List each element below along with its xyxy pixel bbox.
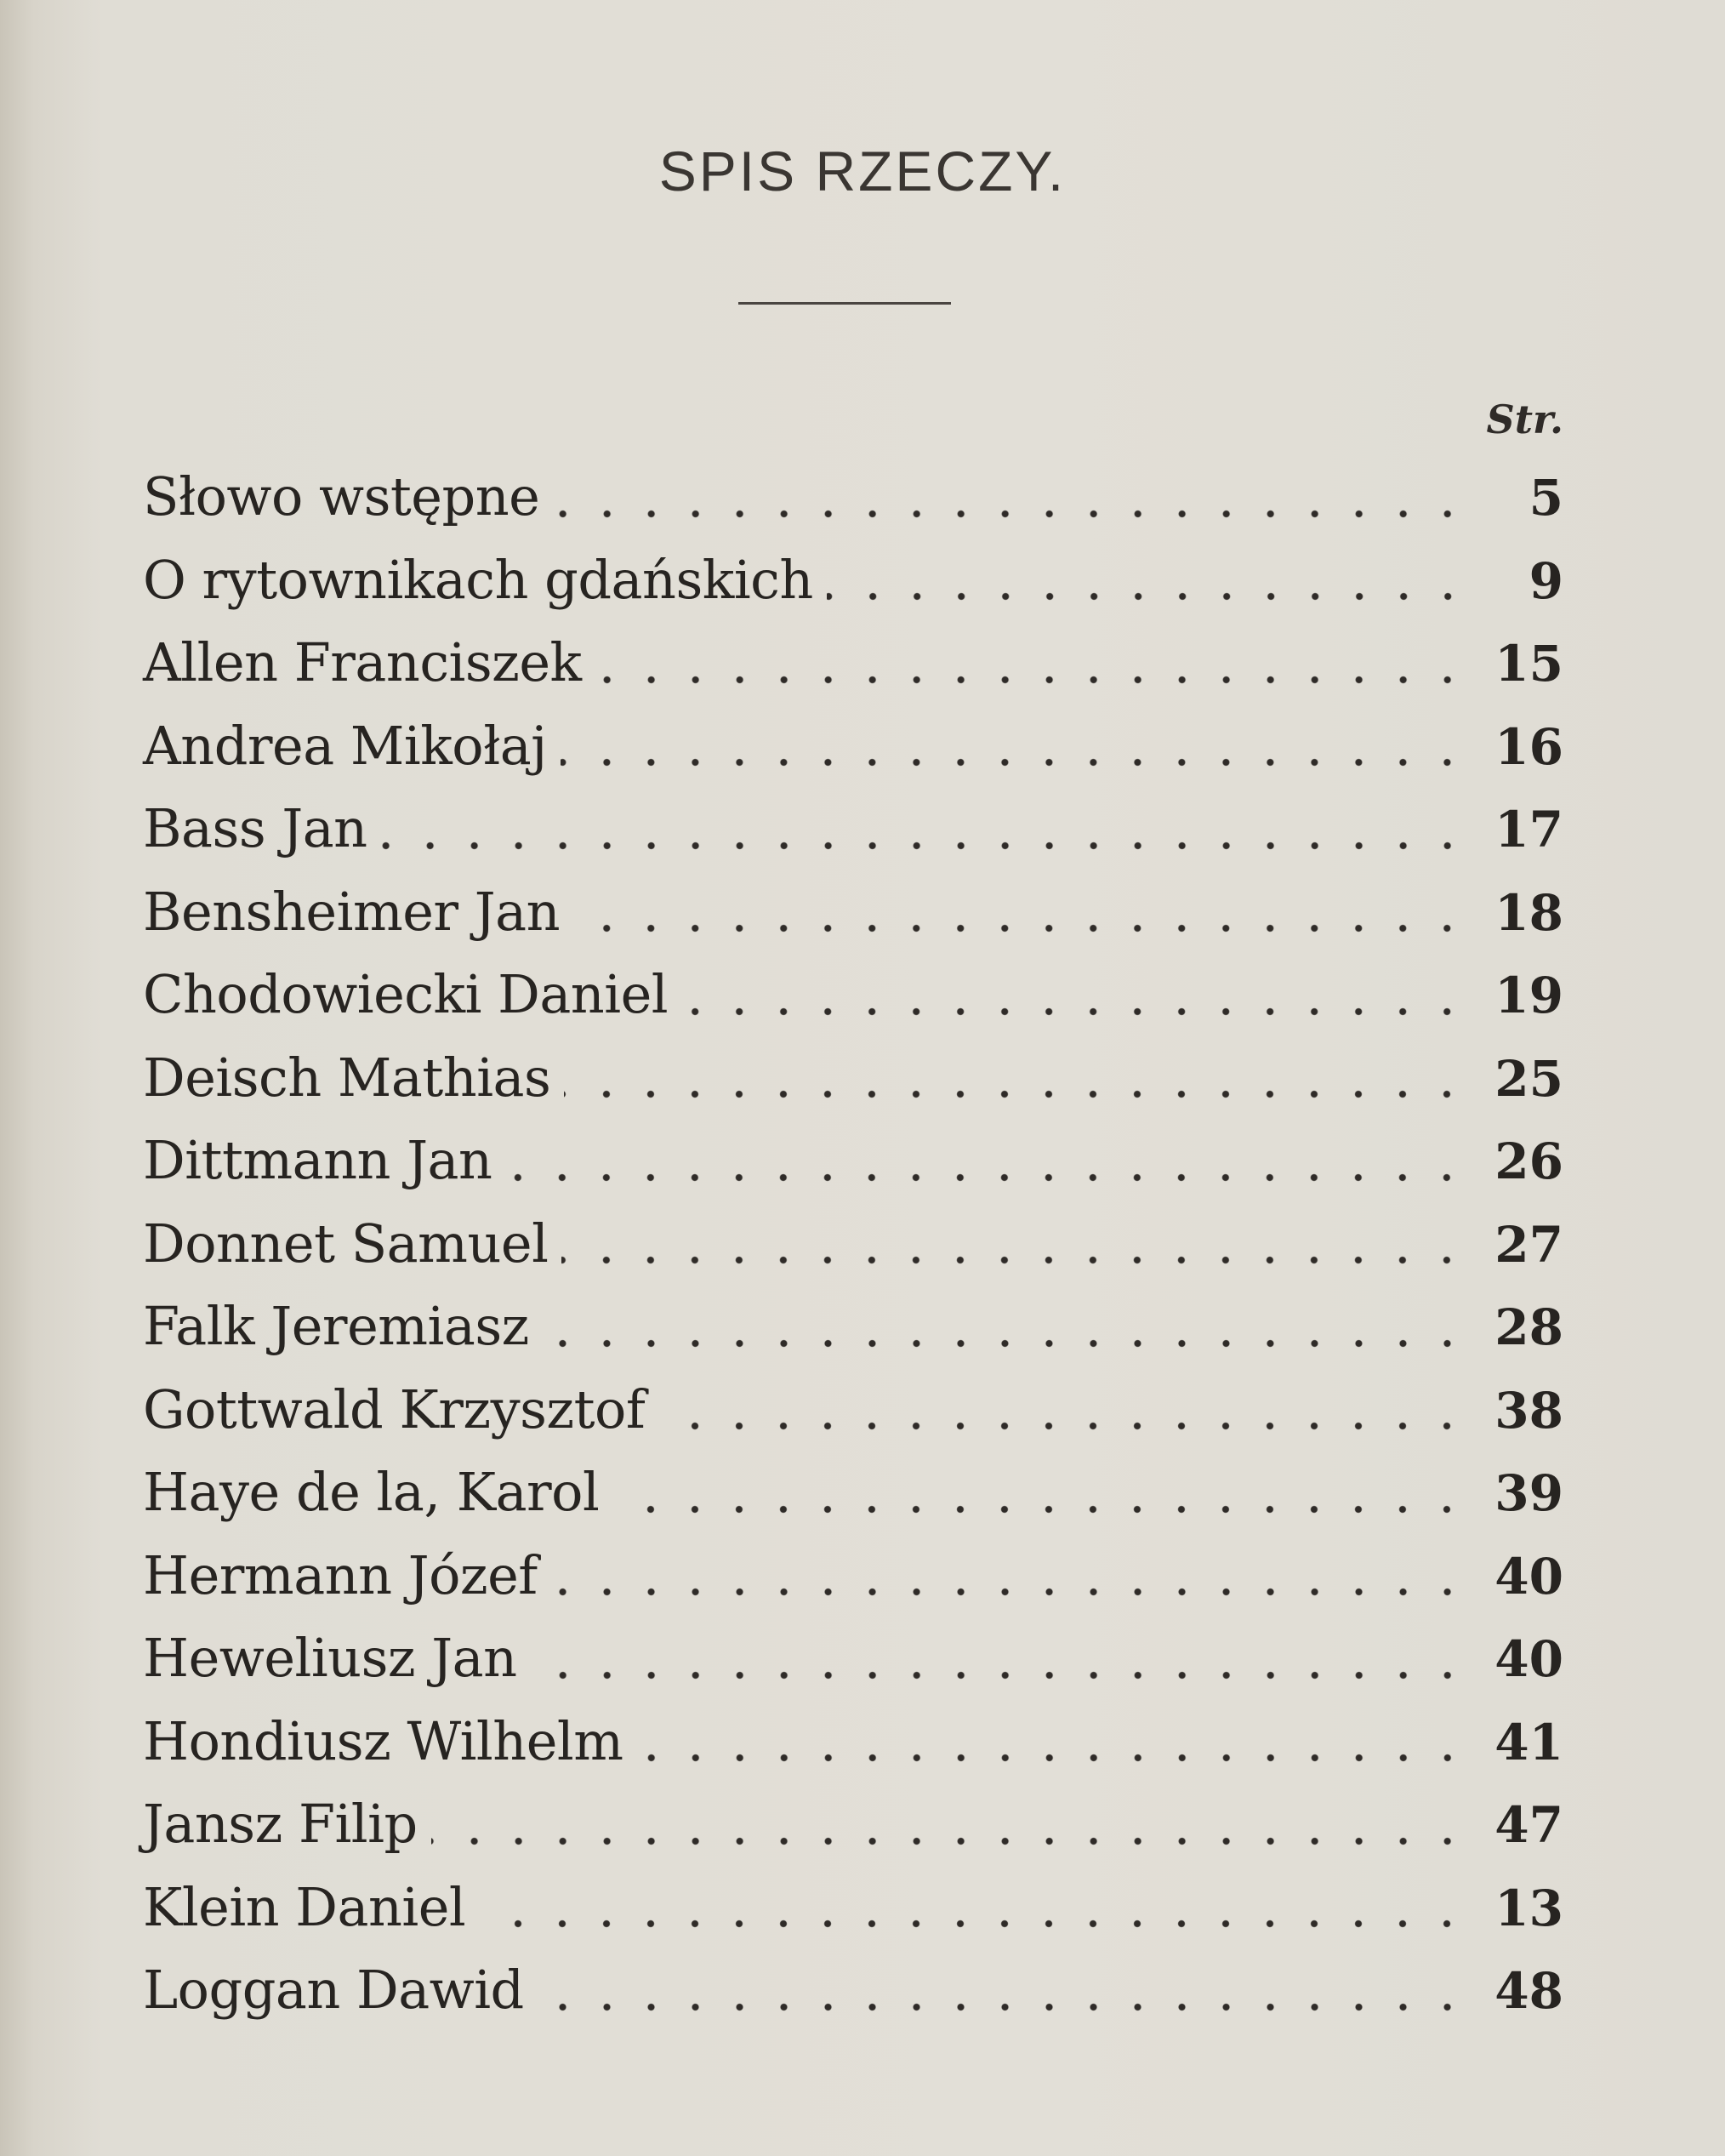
toc-entry xyxy=(143,1451,1563,1534)
toc-entry-page: 26 xyxy=(1494,1132,1563,1190)
toc-entry-page: 39 xyxy=(1494,1464,1563,1522)
toc-entry-page: 25 xyxy=(1494,1049,1563,1108)
toc-entry-name: Donnet Samuel xyxy=(143,1212,549,1275)
toc-entry xyxy=(143,1866,1563,1949)
dot-leader xyxy=(564,1052,1469,1103)
dot-leader xyxy=(595,637,1470,688)
toc-entry xyxy=(143,1285,1563,1368)
toc-entry-name: Bass Jan xyxy=(143,797,367,859)
toc-entry xyxy=(143,1368,1563,1452)
toc-entry-name: Słowo wstępne xyxy=(143,465,540,528)
toc-entry-name: Deisch Mathias xyxy=(143,1046,551,1109)
dot-leader xyxy=(479,1881,1469,1932)
dot-leader xyxy=(681,969,1469,1020)
dot-leader xyxy=(561,720,1469,771)
toc-entry-name: Klein Daniel xyxy=(143,1875,466,1938)
dot-leader xyxy=(561,1218,1469,1269)
toc-entry-page: 28 xyxy=(1494,1298,1563,1356)
toc-entry-name: Loggan Dawid xyxy=(143,1959,524,2021)
toc-entry xyxy=(143,455,1563,539)
toc-entry-name: O rytownikach gdańskich xyxy=(143,548,813,611)
toc-entry xyxy=(143,1782,1563,1866)
toc-entry-page: 18 xyxy=(1494,883,1563,942)
toc-entry xyxy=(143,1036,1563,1120)
dot-leader xyxy=(531,1633,1470,1684)
dot-leader xyxy=(637,1715,1470,1766)
toc-entry-page: 47 xyxy=(1494,1796,1563,1854)
toc-entry xyxy=(143,704,1563,788)
toc-entry-page: 40 xyxy=(1494,1547,1563,1606)
toc-entry xyxy=(143,621,1563,704)
toc-entry-name: Gottwald Krzysztof xyxy=(143,1377,646,1440)
toc-entry-page: 15 xyxy=(1494,635,1563,693)
toc-entry-name: Allen Franciszek xyxy=(143,631,582,693)
dot-leader xyxy=(505,1135,1469,1186)
page-title: SPIS RZECZY. xyxy=(658,140,1067,202)
dot-leader xyxy=(658,1383,1469,1434)
toc-entry xyxy=(143,787,1563,870)
toc-entry xyxy=(143,1948,1563,2032)
toc-entry-name: Falk Jeremiasz xyxy=(143,1295,529,1357)
toc-entry-name: Chodowiecki Daniel xyxy=(143,963,669,1025)
toc-entry xyxy=(143,1534,1563,1617)
table-of-contents xyxy=(143,455,1563,2032)
toc-entry xyxy=(143,1617,1563,1700)
dot-leader xyxy=(431,1799,1470,1850)
toc-entry-page: 16 xyxy=(1494,717,1563,776)
toc-entry xyxy=(143,870,1563,954)
toc-entry-page: 17 xyxy=(1494,801,1563,858)
toc-entry-page: 48 xyxy=(1494,1962,1563,2020)
dot-leader xyxy=(553,471,1470,522)
toc-entry-name: Andrea Mikołaj xyxy=(143,714,547,777)
toc-entry-name: Jansz Filip xyxy=(143,1793,418,1855)
dot-leader xyxy=(381,803,1470,854)
dot-leader xyxy=(573,886,1469,937)
toc-entry xyxy=(143,953,1563,1036)
toc-entry xyxy=(143,1700,1563,1783)
toc-entry-name: Dittmann Jan xyxy=(143,1129,492,1191)
toc-entry-page: 13 xyxy=(1494,1879,1563,1937)
page-column-label: Str. xyxy=(1486,396,1563,442)
toc-entry-name: Hermann Józef xyxy=(143,1543,538,1606)
toc-entry-name: Hondiusz Wilhelm xyxy=(143,1709,623,1772)
dot-leader xyxy=(827,554,1470,605)
toc-entry-name: Heweliusz Jan xyxy=(143,1627,517,1689)
dot-leader xyxy=(538,1965,1470,2016)
toc-entry-page: 38 xyxy=(1494,1381,1563,1440)
dot-leader xyxy=(543,1301,1469,1352)
dot-leader xyxy=(551,1549,1470,1600)
toc-entry-page: 40 xyxy=(1494,1630,1563,1688)
toc-entry-page: 19 xyxy=(1494,967,1563,1024)
dot-leader xyxy=(612,1467,1469,1518)
toc-entry xyxy=(143,539,1563,622)
title-divider xyxy=(738,302,951,305)
toc-entry-page: 27 xyxy=(1494,1215,1563,1274)
toc-entry-page: 41 xyxy=(1494,1713,1563,1771)
toc-entry-name: Haye de la, Karol xyxy=(143,1461,600,1523)
toc-entry-name: Bensheimer Jan xyxy=(143,880,561,943)
toc-entry xyxy=(143,1202,1563,1286)
toc-entry xyxy=(143,1119,1563,1202)
toc-entry-page: 5 xyxy=(1529,469,1563,527)
toc-entry-page: 9 xyxy=(1529,551,1563,610)
